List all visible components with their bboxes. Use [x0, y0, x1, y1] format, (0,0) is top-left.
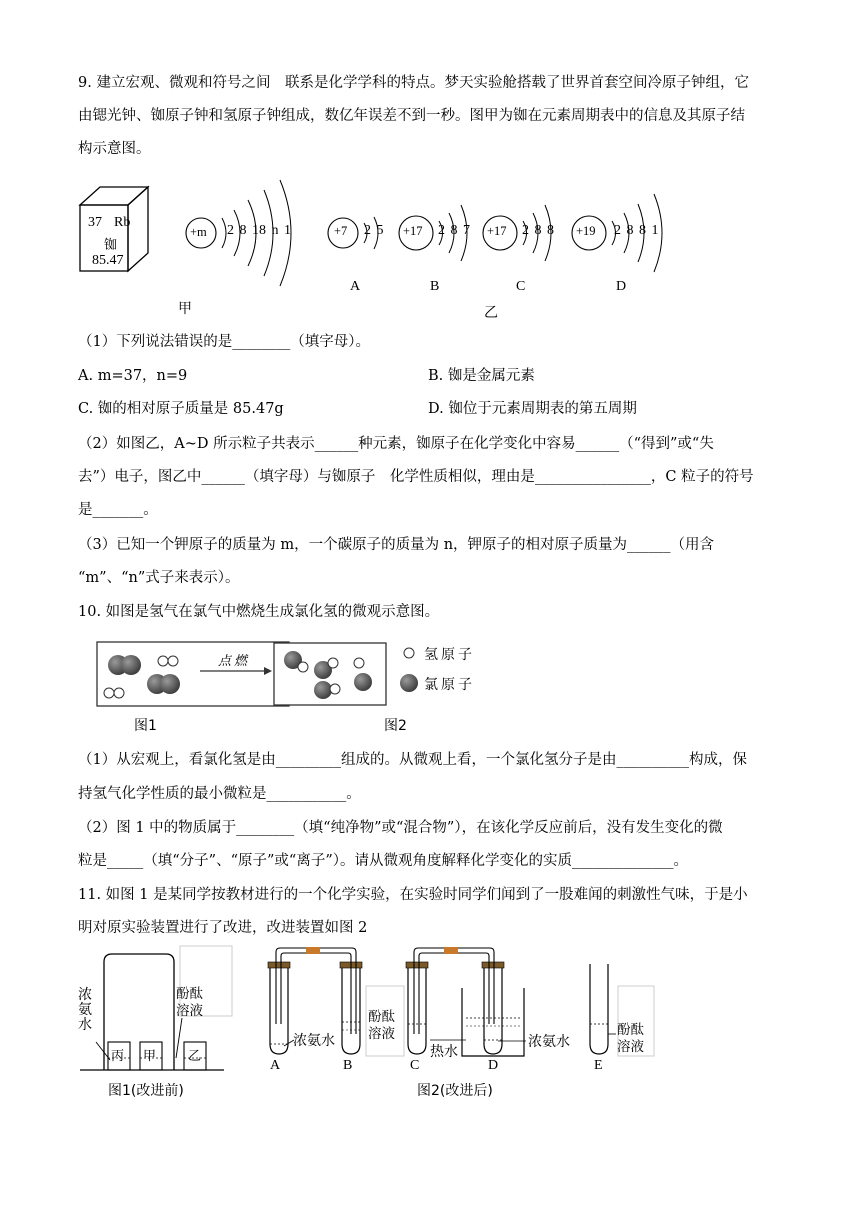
particle-c-nucleus: +17 [487, 224, 507, 238]
fig2-label: 图2 [384, 718, 407, 734]
fig2-phenol-b-l2: 溶液 [368, 1026, 395, 1042]
particle-a-label: A [350, 279, 361, 294]
fig2-tube-c-label: C [410, 1058, 420, 1073]
q10-part2-line2: 粒是_____（填“分子”、“原子”或“离子”）。请从微观角度解释化学变化的实质______________。 [78, 853, 688, 869]
beaker-yi-label: 乙 [188, 1049, 202, 1064]
particle-c-label: C [516, 279, 526, 294]
rb-shells: 2 8 18 n 1 [227, 223, 291, 238]
rb-symbol: Rb [114, 215, 131, 230]
rb-mass: 85.47 [92, 253, 124, 268]
fig2-tube-d-label: D [488, 1058, 499, 1073]
q9-option-a: A. m=37，n=9 [78, 368, 188, 384]
q9-stem-line2: 由锶光钟、铷原子钟和氢原子钟组成，数亿年误差不到一秒。图甲为铷在元素周期表中的信息及其原子结 [78, 108, 745, 124]
fig2-caption: 图2(改进后) [417, 1083, 493, 1099]
q9-stem-line1: 9. 建立宏观、微观和符号之间 联系是化学学科的特点。梦天实验舱搭载了世界首套空间冷原子钟组，它 [78, 75, 749, 91]
fig2-phenol-e-l1: 酚酞 [617, 1022, 644, 1038]
fig1-caption: 图1(改进前) [108, 1083, 184, 1099]
particle-b-nucleus: +17 [403, 224, 423, 238]
fig2-tube-a-label: A [270, 1058, 281, 1073]
q10-part2-line1: （2）图 1 中的物质属于________（填“纯净物”或“混合物”），在该化学反应前后，没有发生变化的微 [78, 820, 723, 836]
q10-part1-line2: 持氢气化学性质的最小微粒是___________。 [78, 786, 361, 802]
q9-part3-line1: （3）已知一个钾原子的质量为 m，一个碳原子的质量为 n，钾原子的相对原子质量为______（用含 [78, 537, 715, 553]
legend-h-icon [402, 646, 416, 660]
fig1-label: 图1 [134, 718, 157, 734]
particle-a-nucleus: +7 [334, 224, 348, 238]
fig2-tube-e-label: E [594, 1058, 603, 1073]
fig2-tube-b-label: B [343, 1058, 353, 1073]
particle-d-shells: 2 8 8 1 [614, 223, 659, 238]
particle-d-label: D [616, 279, 627, 294]
arrow-label: 点燃 [218, 654, 251, 669]
particle-c-shells: 2 8 8 [522, 223, 554, 238]
particle-b-shells: 2 8 7 [438, 223, 470, 238]
fig1-phenol-l1: 酚酞 [176, 986, 203, 1002]
q10-stem: 10. 如图是氢气在氯气中燃烧生成氯化氢的微观示意图。 [78, 604, 440, 620]
q11-stem-line2: 明对原实验装置进行了改进，改进装置如图 2 [78, 920, 368, 936]
legend-h-label: 氢原子 [424, 647, 475, 663]
fig-label-jia: 甲 [178, 301, 192, 317]
rb-atomic-number: 37 [88, 215, 102, 230]
fig2-phenol-e-l2: 溶液 [617, 1039, 644, 1055]
fig1-phenol-l2: 溶液 [176, 1003, 203, 1019]
particle-d-nucleus: +19 [576, 224, 596, 238]
q9-stem-line3: 构示意图。 [78, 141, 151, 157]
q10-part1-line1: （1）从宏观上，看氯化氢是由_________组成的。从微观上看，一个氯化氢分子是由__________构成，保 [78, 752, 747, 768]
particle-a-shells: 2 5 [364, 223, 384, 238]
fig2-phenol-b-l1: 酚酞 [368, 1009, 395, 1025]
beaker-jia-label: 甲 [143, 1049, 157, 1064]
q9-part1: （1）下列说法错误的是________（填字母）。 [78, 334, 370, 350]
q9-part3-line2: “m”、“n”式子来表示）。 [78, 570, 240, 586]
q9-option-b: B. 铷是金属元素 [428, 368, 535, 384]
fig2-ammonia-a-label: 浓氨水 [293, 1033, 335, 1049]
rb-nucleus: +m [190, 225, 207, 239]
q11-stem-line1: 11. 如图 1 是某同学按教材进行的一个化学实验，在实验时同学们闻到了一股难闻的刺激性气味，于是小 [78, 887, 748, 903]
q9-option-c: C. 铷的相对原子质量是 85.47g [78, 401, 284, 417]
q9-part2-line2: 去”）电子，图乙中______（填字母）与铷原子 化学性质相似，理由是________________，C 粒子的符号 [78, 469, 754, 485]
legend-cl-icon [398, 672, 422, 696]
fig2-ammonia-d-label: 浓氨水 [528, 1034, 570, 1050]
fig-label-yi: 乙 [484, 305, 498, 321]
q9-part2-line1: （2）如图乙，A~D 所示粒子共表示______种元素，铷原子在化学变化中容易______（“得到”或“失 [78, 436, 714, 452]
beaker-bing-label: 丙 [111, 1049, 125, 1064]
fig2-hot-water-label: 热水 [430, 1044, 458, 1060]
legend-cl-label: 氯原子 [424, 677, 475, 693]
fig1-ammonia-label: 浓 氨 水 [78, 987, 92, 1033]
q9-part2-line3: 是_______。 [78, 502, 158, 518]
particle-b-label: B [430, 279, 440, 294]
rb-name: 铷 [104, 238, 118, 253]
q9-option-d: D. 铷位于元素周期表的第五周期 [428, 401, 637, 417]
reaction-product-box [273, 642, 393, 708]
